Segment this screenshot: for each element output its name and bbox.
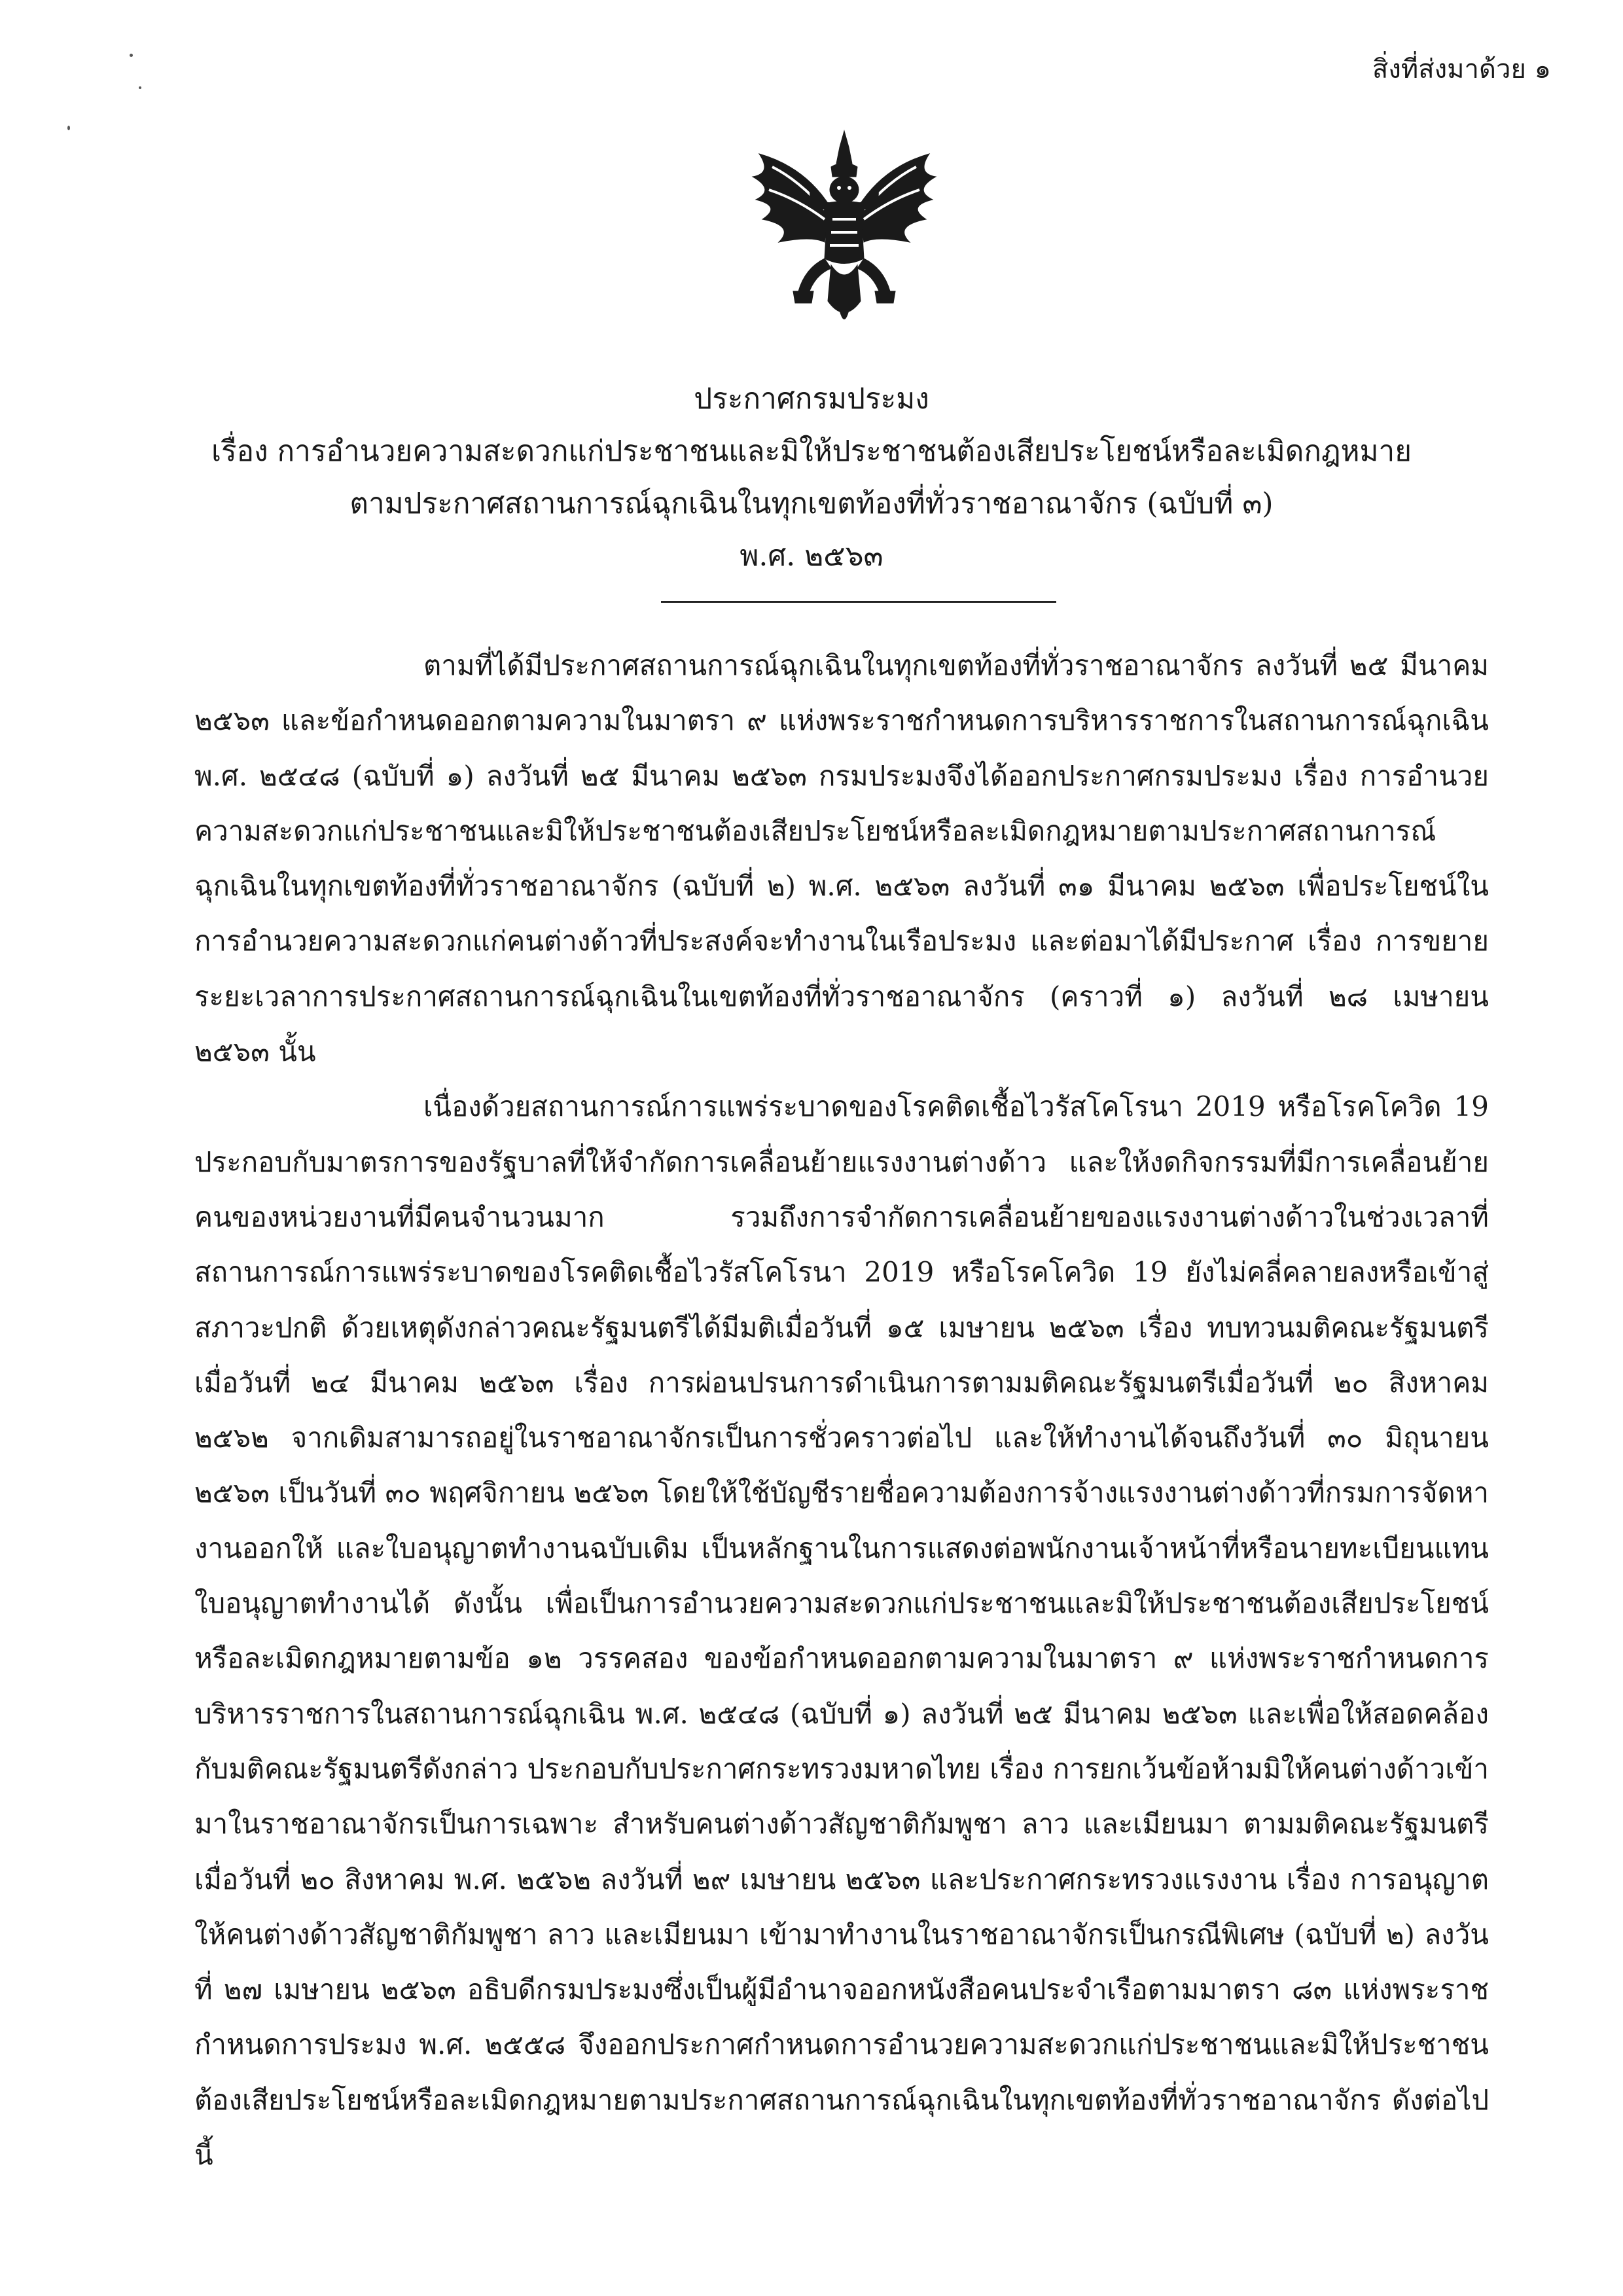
scan-speck [130,54,133,57]
announcement-title: ประกาศกรมประมง [694,382,929,416]
scan-speck [139,86,141,89]
enclosure-label: สิ่งที่ส่งมาด้วย ๑ [1372,54,1551,84]
heading-divider [661,601,1056,603]
announcement-year: พ.ศ. ๒๕๖๓ [740,539,883,573]
body-paragraph-2: เนื่องด้วยสถานการณ์การแพร่ระบาดของโรคติดเชื้อไวรัสโคโรนา 2019 หรือโรคโควิด 19 ประกอบกับมาตรการของรัฐบาลที่ให้จำกัดการเคลื่อนย้ายแรงงานต่างด้าว และให้งดกิจกรรมที่มีการเคลื่อนย้ายคนของหน่วยงานที่มีคนจำนวนมาก รวมถึงการจำกัดการเคลื่อนย้ายของแรงงานต่างด้าวในช่วงเวลาที่สถานการณ์การแพร่ระบาดของโรคติดเชื้อไวรัสโคโรนา 2019 หรือโรคโควิด 19 ยังไม่คลี่คลายลงหรือเข้าสู่สภาวะปกติ ด้วยเหตุดังกล่าวคณะรัฐมนตรีได้มีมติเมื่อวันที่ ๑๕ เมษายน ๒๕๖๓ เรื่อง ทบทวนมติคณะรัฐมนตรีเมื่อวันที่ ๒๔ มีนาคม ๒๕๖๓ เรื่อง การผ่อนปรนการดำเนินการตามมติคณะรัฐมนตรีเมื่อวันที่ ๒๐ สิงหาคม ๒๕๖๒ จากเดิมสามารถอยู่ในราชอาณาจักรเป็นการชั่วคราวต่อไป และให้ทำงานได้จนถึงวันที่ ๓๐ มิถุนายน ๒๕๖๓ เป็นวันที่ ๓๐ พฤศจิกายน ๒๕๖๓ โดยให้ใช้บัญชีรายชื่อความต้องการจ้างแรงงานต่างด้าวที่กรมการจัดหางานออกให้ และใบอนุญาตทำงานฉบับเดิม เป็นหลักฐานในการแสดงต่อพนักงานเจ้าหน้าที่หรือนายทะเบียนแทนใบอนุญาตทำงานได้ ดังนั้น เพื่อเป็นการอำนวยความสะดวกแก่ประชาชนและมิให้ประชาชนต้องเสียประโยชน์หรือละเมิดกฎหมายตามข้อ ๑๒ วรรคสอง ของข้อกำหนดออกตามความในมาตรา ๙ แห่งพระราชกำหนดการบริหารราชการในสถานการณ์ฉุกเฉิน พ.ศ. ๒๕๔๘ (ฉบับที่ ๑) ลงวันที่ ๒๕ มีนาคม ๒๕๖๓ และเพื่อให้สอดคล้องกับมติคณะรัฐมนตรีดังกล่าว ประกอบกับประกาศกระทรวงมหาดไทย เรื่อง การยกเว้นข้อห้ามมิให้คนต่างด้าวเข้ามาในราชอาณาจักรเป็นการเฉพาะ สำหรับคนต่างด้าวสัญชาติกัมพูชา ลาว และเมียนมา ตามมติคณะรัฐมนตรีเมื่อวันที่ ๒๐ สิงหาคม พ.ศ. ๒๕๖๒ ลงวันที่ ๒๙ เมษายน ๒๕๖๓ และประกาศกระทรวงแรงงาน เรื่อง การอนุญาตให้คนต่างด้าวสัญชาติกัมพูชา ลาว และเมียนมา เข้ามาทำงานในราชอาณาจักรเป็นกรณีพิเศษ (ฉบับที่ ๒) ลงวันที่ ๒๗ เมษายน ๒๕๖๓ อธิบดีกรมประมงซึ่งเป็นผู้มีอำนาจออกหนังสือคนประจำเรือตามมาตรา ๘๓ แห่งพระราชกำหนดการประมง พ.ศ. ๒๕๕๘ จึงออกประกาศกำหนดการอำนวยความสะดวกแก่ประชาชนและมิให้ประชาชนต้องเสียประโยชน์หรือละเมิดกฎหมายตามประกาศสถานการณ์ฉุกเฉินในทุกเขตท้องที่ทั่วราชอาณาจักร ดังต่อไปนี้ [194,1090,1489,2172]
body-paragraph-1: ตามที่ได้มีประกาศสถานการณ์ฉุกเฉินในทุกเขตท้องที่ทั่วราชอาณาจักร ลงวันที่ ๒๕ มีนาคม ๒๕๖๓ และข้อกำหนดออกตามความในมาตรา ๙ แห่งพระราชกำหนดการบริหารราชการในสถานการณ์ฉุกเฉิน พ.ศ. ๒๕๔๘ (ฉบับที่ ๑) ลงวันที่ ๒๕ มีนาคม ๒๕๖๓ กรมประมงจึงได้ออกประกาศกรมประมง เรื่อง การอำนวยความสะดวกแก่ประชาชนและมิให้ประชาชนต้องเสียประโยชน์หรือละเมิดกฎหมายตามประกาศสถานการณ์ฉุกเฉินในทุกเขตท้องที่ทั่วราชอาณาจักร (ฉบับที่ ๒) พ.ศ. ๒๕๖๓ ลงวันที่ ๓๑ มีนาคม ๒๕๖๓ เพื่อประโยชน์ในการอำนวยความสะดวกแก่คนต่างด้าวที่ประสงค์จะทำงานในเรือประมง และต่อมาได้มีประกาศ เรื่อง การขยายระยะเวลาการประกาศสถานการณ์ฉุกเฉินในเขตท้องที่ทั่วราชอาณาจักร (คราวที่ ๑) ลงวันที่ ๒๘ เมษายน ๒๕๖๓ นั้น [194,649,1489,1068]
scan-speck [67,126,70,130]
announcement-body [194,638,1489,2183]
subject-line-1: เรื่อง การอำนวยความสะดวกแก่ประชาชนและมิให้ประชาชนต้องเสียประโยชน์หรือละเมิดกฎหมาย [211,435,1412,468]
subject-line-2: ตามประกาศสถานการณ์ฉุกเฉินในทุกเขตท้องที่ทั่วราชอาณาจักร (ฉบับที่ ๓) [349,487,1274,520]
garuda-emblem-icon [733,128,955,344]
